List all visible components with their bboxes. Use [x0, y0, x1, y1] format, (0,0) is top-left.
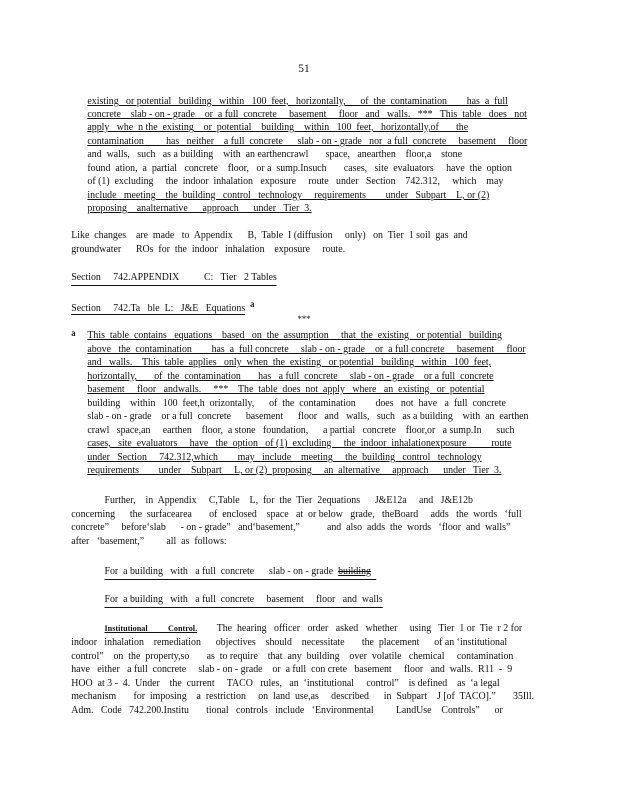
footnote-marker [71, 327, 75, 345]
text-line: crawl space,an earthen floor, a stone foundation, a partial concrete floor,or a sump.In such [87, 425, 515, 436]
text-line: HOO at 3 - 4. Under the current TACO rules, an ‘institutional control” is defined as ‘a legal [71, 678, 500, 689]
text-line: concerning the surfacearea of enclosed space at or below grade, theBoard adds the words ‘full [71, 509, 522, 520]
text-line: and walls. This table applies only when the existing or potential building within 100 feet, [87, 357, 492, 368]
text-line: contamination has neither a full concrete slab - on - grade nor a full concrete basement floor [87, 136, 528, 147]
text-line: requirements under Subpart L, or (2) proposing an alternative approach under Tier 3. [87, 465, 502, 476]
text-line: horizontally, of the contamination has a full concrete slab - on - grade or a full concrete [87, 371, 494, 382]
table-entry: For a building with a full concrete basement floor and walls [105, 593, 383, 608]
text-line [105, 622, 523, 636]
text-line: groundwater ROs for the indoor inhalation exposure route. [71, 244, 346, 255]
table-entry [105, 565, 376, 580]
text-line: Like changes are made to Appendix B, Table I (diffusion only) on Tier 1 soil gas and [71, 230, 468, 241]
text-line: control” on the property,so as to require that any building over volatile chemical contamination [71, 651, 514, 662]
text-line: building within 100 feet,h orizontally, of the contamination does not have a full concrete [87, 398, 506, 409]
text-line: existing or potential building within 100 feet, horizontally, of the contamination has a full [87, 96, 508, 107]
text-line: basement floor andwalls. *** The table does not apply where an existing or potential [87, 384, 485, 395]
text-line: indoor inhalation remediation objectives should necessitate the placement of an ‘institutional [71, 637, 508, 648]
text-line: Adm. Code 742.200.Institu tional controls include ‘Environmental LandUse Controls” or [71, 705, 503, 716]
text-line: slab - on - grade or a full concrete basement floor and walls, such as a building with an earthen [87, 411, 529, 422]
footnote-marker: a [250, 299, 255, 309]
text-line: include meeting the building control technology requirements under Subpart L, or (2) [87, 190, 490, 201]
struck-text: building [338, 566, 371, 577]
text-line: after ‘basement,” all as follows: [71, 536, 227, 547]
text-line: above the contamination has a full concrete slab - on - grade or a full concrete basement floor [87, 344, 526, 355]
text-line: cases, site evaluators have the option of (1) excluding the indoor inhalationexposure route [87, 438, 512, 449]
text-line: This table contains equations based on the assumption that the existing or potential building [87, 330, 502, 341]
paragraph-heading: Institutional Control. [104, 623, 198, 633]
text-line: proposing analternative approach under Tier 3. [87, 203, 312, 214]
text-line: concrete” before‘slab - on - grade” and‘basement,” and also adds the words ‘floor and walls” [71, 522, 511, 533]
text-line: mechanism for imposing a restriction on land use,as described in Subpart J [of TACO].” 35Ill. [71, 691, 535, 702]
text-line: Further, in Appendix C,Table L, for the Tier 2equations J&E12a and J&E12b [104, 495, 473, 506]
footnote-marker-symbol: a [71, 328, 76, 338]
text-line: apply whe n the existing or potential building within 100 feet, horizontally,of the [87, 122, 469, 133]
section-heading-text: Section 742.Ta ble L: J&E Equations [71, 303, 246, 315]
text-line: concrete slab - on - grade or a full concrete basement floor and walls. *** This table does not [87, 109, 527, 120]
text-line: and walls, such as a building with an earthencrawl space, anearthen floor,a stone [87, 149, 462, 160]
omission-stars: *** [297, 314, 311, 324]
text-line: have either a full concrete slab - on - grade or a full con crete basement floor and walls. R11 - 9 [71, 664, 513, 675]
text-line-body: The hearing officer order asked whether using Tier 1 or Tie r 2 for [197, 623, 523, 634]
text-line: under Section 742.312,which may include meeting the building control technology [87, 452, 482, 463]
text-line: of (1) excluding the indoor inhalation exposure route under Section 742.312, which may [87, 176, 504, 187]
table-entry-text: For a building with a full concrete slab - on - grade [104, 566, 339, 577]
page-number: 51 [298, 61, 310, 75]
section-heading: Section 742.APPENDIX C: Tier 2 Tables [71, 271, 277, 286]
text-line: found ation, a partial concrete floor, or a sump.Insuch cases, site evaluators have the option [87, 163, 512, 174]
